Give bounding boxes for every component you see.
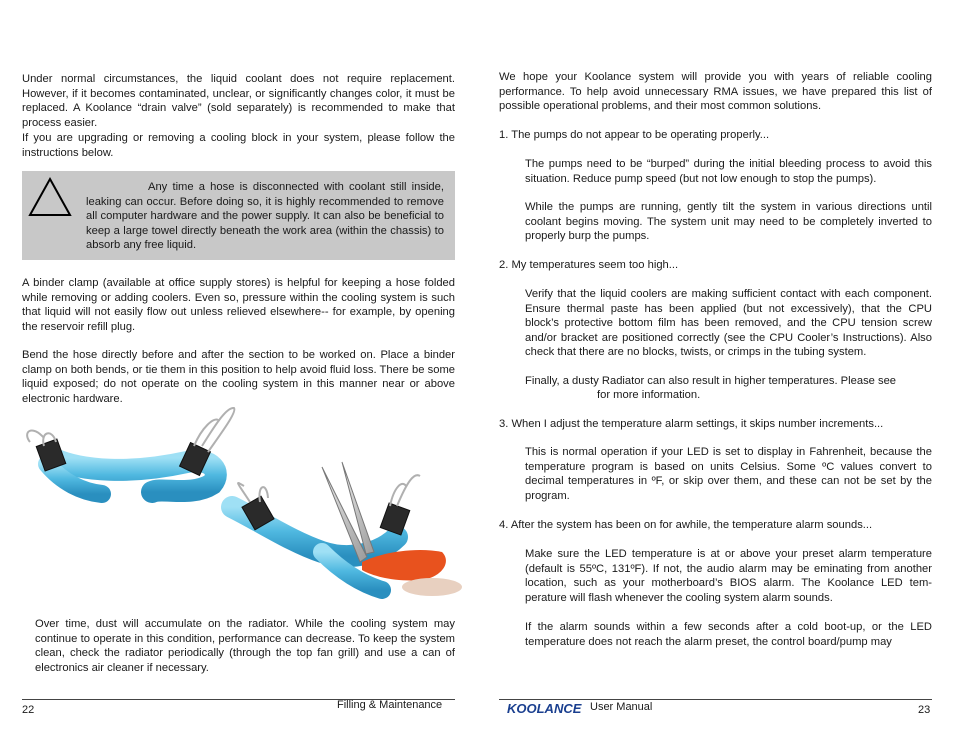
warning-triangle-icon — [28, 177, 72, 217]
issue-4-answer-b: If the alarm sounds within a few seconds after a cold boot-up, or the LED temperature does not reach the alarm preset, the control board/pump may — [525, 621, 932, 648]
bend-hose-paragraph: Bend the hose directly before and after the section to be worked on. Place a binder clamp on both bends, or tie them in this position to help avoid fluid loss. There be some liquid exposed; do not operate on the cooling system in this manner near or above electronic hardware. — [22, 349, 455, 405]
radiator-dust-paragraph: Over time, dust will accumulate on the radiator. While the cooling system may continue to operate in this condition, performance can decrease. To keep the system clean, check the radiator periodically (through the top fan grill) and use a can of electronics air cleaner if necessary. — [35, 618, 455, 674]
issue-2-answer-b-line2: for more information. — [597, 389, 701, 401]
coolant-replacement-paragraph: Under normal circumstances, the liquid coolant does not require replacement. However, if it becomes contaminated, unclear, or significantly changes color, it must be replaced. A Koolance “drain valve” (sold separately) is recommended to make that process easier. — [22, 73, 455, 129]
issue-2-answer-a: Verify that the liquid coolers are making sufficient contact with each component. Ensure thermal paste has been applied (but not excessively), that the CPU block’s protective bottom film has been removed, and the CPU tension screw and/or bracket are positioned correctly (see the CPU Cooler’s Instructions). Also check that there are no blocks, twists, or crimps in the tubing system. — [525, 288, 932, 359]
footer-manual-label: User Manual — [590, 701, 653, 713]
upgrade-instructions-paragraph: If you are upgrading or removing a cooling block in your system, please follow the instructions below. — [22, 132, 455, 159]
koolance-logo-icon — [506, 700, 582, 716]
svg-text:KOOLANCE: KOOLANCE — [507, 701, 582, 716]
issue-3-heading: 3. When I adjust the temperature alarm settings, it skips number increments... — [499, 418, 884, 430]
issue-2-heading: 2. My temperatures seem too high... — [499, 259, 679, 271]
issue-3-answer: This is normal operation if your LED is set to display in Fahrenheit, because the temperature program is based on units Celsius. Some ºC values convert to decimal temperatures in ºF, or skip over them, and these can not be set by the program. — [525, 446, 932, 502]
footer-section-title: Filling & Maintenance — [337, 699, 443, 711]
hose-clamp-photo — [22, 402, 455, 594]
intro-paragraph: We hope your Koolance system will provide you with years of reliable cooling performance. To help avoid unnecessary RMA issues, we have prepared this list of possible operational problems, and their most common solutions. — [499, 71, 932, 113]
warning-text: Any time a hose is disconnected with coolant still inside, leaking can occur. Before doing so, it is highly recommended to remove all computer hardware and the power supply. It can also be beneficial to keep a large towel directly beneath the work area (within the chassis) to absorb any free liquid. — [86, 181, 444, 252]
issue-1-answer-b: While the pumps are running, gently tilt the system in various directions until coolant begins moving. The system unit may need to be completely inverted to properly burp the pumps. — [525, 201, 932, 243]
page-number: 23 — [918, 704, 931, 716]
warning-box — [22, 171, 455, 260]
right-page — [477, 0, 954, 738]
issue-2-answer-b: Finally, a dusty Radiator can also result in higher temperatures. Please see — [525, 375, 897, 387]
issue-4-answer-a: Make sure the LED temperature is at or above your preset alarm temperature (default is 55ºC, 131ºF). If not, the audio alarm may be eminating from another location, such as your motherboard’s BIOS alarm. The Koolance LED tem-perature will flash whenever the cooling system alarm sounds. — [525, 548, 932, 604]
issue-4-heading: 4. After the system has been on for awhile, the temperature alarm sounds... — [499, 519, 873, 531]
issue-1-answer-a: The pumps need to be “burped” during the initial bleeding process to avoid this situation. Reduce pump speed (but not low enough to stop the pumps). — [525, 158, 932, 185]
binder-clamp-paragraph: A binder clamp (available at office supply stores) is helpful for keeping a hose folded while removing or adding coolers. Even so, pressure within the cooling system is such that liquid will not easily flow out unless relieved elsewhere-- for example, by opening the reservoir refill plug. — [22, 277, 455, 333]
issue-1-heading: 1. The pumps do not appear to be operating properly... — [499, 129, 770, 141]
page-number: 22 — [22, 704, 35, 716]
